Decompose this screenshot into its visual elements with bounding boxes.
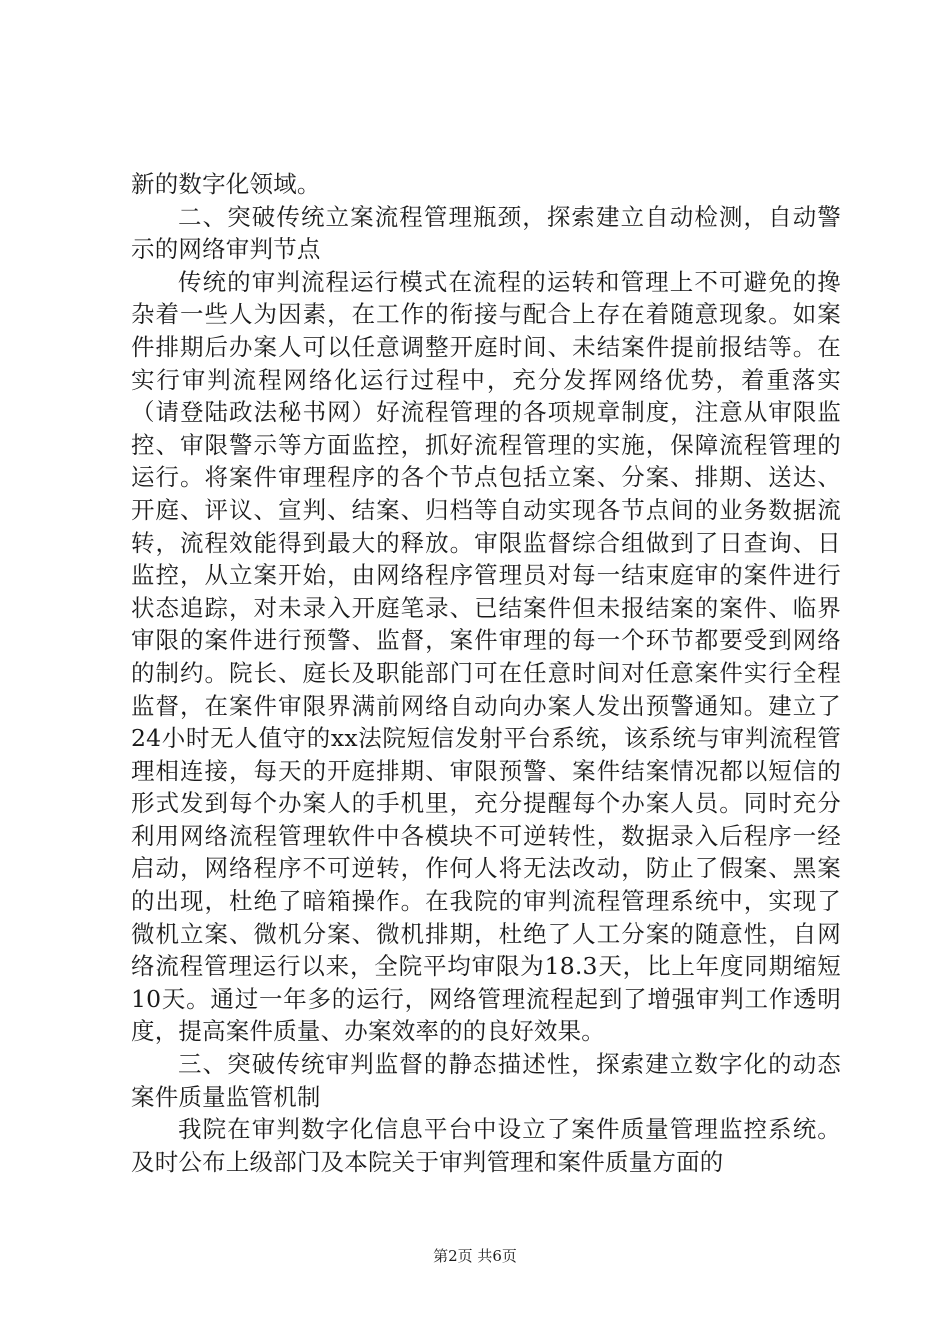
section-heading-3: 三、突破传统审判监督的静态描述性，探索建立数字化的动态案件质量监管机制 xyxy=(131,1050,841,1111)
section-heading-2: 二、突破传统立案流程管理瓶颈，探索建立自动检测，自动警示的网络审判节点 xyxy=(131,202,841,264)
paragraph-body: 传统的审判流程运行模式在流程的运转和管理上不可避免的搀杂着一些人为因素，在工作的衔接与配合上存在着随意现象。如案件排期后办案人可以任意调整开庭时间、未结案件提前报结等。在实行审判流程网络化运行过程中，充分发挥网络优势，着重落实（请登陆政法秘书网）好流程管理的各项规章制度，注意从审限监控、审限警示等方面监控，抓好流程管理的实施，保障流程管理的运行。将案件审理程序的各个节点包括立案、分案、排期、送达、开庭、评议、宣判、结案、归档等自动实现各节点间的业务数据流转，流程效能得到最大的释放。审限监督综合组做到了日查询、日监控，从立案开始，由网络程序管理员对每一结束庭审的案件进行状态追踪，对未录入开庭笔录、已结案件但未报结案的案件、临界审限的案件进行预警、监督，案件审理的每一个环节都要受到网络的制约。院长、庭长及职能部门可在任意时间对任意案件实行全程监督，在案件审限界满前网络自动向办案人发出预警通知。建立了24小时无人值守的xx法院短信发射平台系统，该系统与审判流程管理相连接，每天的开庭排期、审限预警、案件结案情况都以短信的形式发到每个办案人的手机里，充分提醒每个办案人员。同时充分利用网络流程管理软件中各模块不可逆转性，数据录入后程序一经启动，网络程序不可逆转，作何人将无法改动，防止了假案、黑案的出现，杜绝了暗箱操作。在我院的审判流程管理系统中，实现了微机立案、微机分案、微机排期，杜绝了人工分案的随意性，自网络流程管理运行以来，全院平均审限为18.3天，比上年度同期缩短10天。通过一年多的运行，网络管理流程起到了增强审判工作透明度，提高案件质量、办案效率的的良好效果。 xyxy=(131,267,841,1046)
page-number-footer: 第2页 共6页 xyxy=(433,1247,517,1265)
document-body xyxy=(131,168,841,1178)
paragraph-continuation: 新的数字化领域。 xyxy=(131,170,321,198)
paragraph-body: 我院在审判数字化信息平台中设立了案件质量管理监控系统。及时公布上级部门及本院关于审判管理和案件质量方面的 xyxy=(131,1115,841,1176)
